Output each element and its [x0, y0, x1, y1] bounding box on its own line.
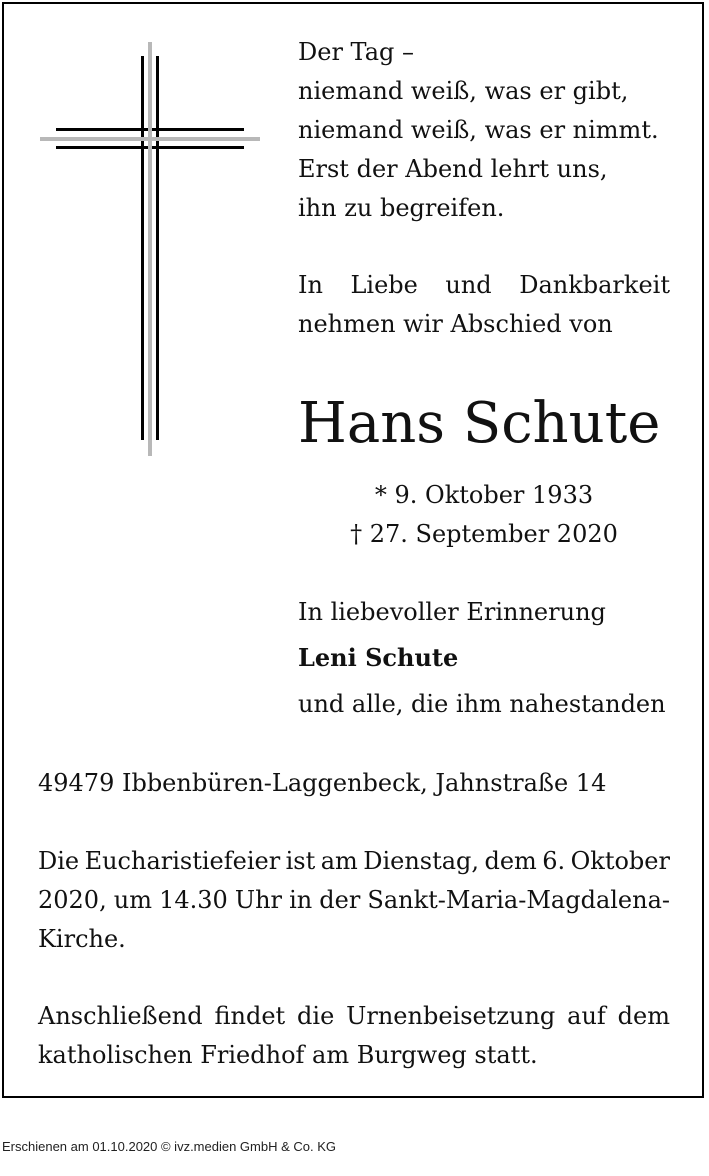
intro-word: Dankbarkeit [519, 271, 670, 299]
service-word: Oktober [570, 847, 670, 875]
service-word: 2020, [38, 886, 107, 914]
service-word: Die [38, 847, 80, 875]
service-word: 6. [542, 847, 566, 875]
poem-line: niemand weiß, was er gibt, [298, 77, 629, 105]
burial-word: findet [214, 1002, 286, 1030]
others-text: und alle, die ihm nahestanden [298, 690, 666, 718]
publication-footer: Erschienen am 01.10.2020 © ivz.medien GmbH & Co. KG [2, 1139, 337, 1154]
death-date: † 27. September 2020 [350, 520, 618, 548]
address: 49479 Ibbenbüren-Laggenbeck, Jahnstraße 14 [38, 769, 607, 797]
cross-vertical-right-line [156, 56, 159, 440]
intro-word: In [298, 271, 323, 299]
poem-line: Der Tag – [298, 38, 414, 66]
burial-word: Urnenbeisetzung [346, 1002, 556, 1030]
service-word: dem [484, 847, 537, 875]
service-word: Eucharistiefeier [84, 847, 281, 875]
burial-line-2: katholischen Friedhof am Burgweg statt. [38, 1041, 538, 1069]
cross-vertical-center-line [148, 42, 152, 456]
service-word: Uhr [234, 886, 282, 914]
intro-line-2: nehmen wir Abschied von [298, 310, 613, 338]
service-word: ist [285, 847, 316, 875]
service-line-2 [38, 881, 670, 920]
poem-line: ihn zu begreifen. [298, 194, 505, 222]
burial-paragraph [38, 997, 670, 1075]
service-word: der [319, 886, 361, 914]
poem-line: Erst der Abend lehrt uns, [298, 155, 608, 183]
life-dates [298, 476, 670, 554]
remembrance-text: In liebevoller Erinnerung [298, 598, 606, 626]
burial-word: auf [567, 1002, 606, 1030]
service-word: in [289, 886, 313, 914]
service-word: um [113, 886, 152, 914]
burial-line-1 [38, 997, 670, 1036]
cross-horizontal-center-line [40, 137, 260, 141]
intro-line-1 [298, 266, 670, 305]
cross-vertical-left-line [141, 56, 144, 440]
service-word: 14.30 [159, 886, 228, 914]
burial-word: die [297, 1002, 335, 1030]
intro-text [298, 266, 670, 344]
service-word: Sankt-Maria-Magdalena- [367, 886, 670, 914]
poem [298, 33, 670, 228]
burial-word: Anschließend [38, 1002, 203, 1030]
burial-word: dem [617, 1002, 670, 1030]
birth-date: * 9. Oktober 1933 [374, 481, 594, 509]
cross-icon [40, 42, 260, 456]
service-word: Dienstag, [363, 847, 480, 875]
deceased-name: Hans Schute [298, 391, 661, 456]
service-line-1 [38, 842, 670, 881]
service-line-3: Kirche. [38, 925, 126, 953]
poem-line: niemand weiß, was er nimmt. [298, 116, 659, 144]
intro-word: und [445, 271, 492, 299]
service-paragraph [38, 842, 670, 959]
intro-word: Liebe [350, 271, 418, 299]
service-word: am [320, 847, 358, 875]
signer-name: Leni Schute [298, 643, 459, 672]
